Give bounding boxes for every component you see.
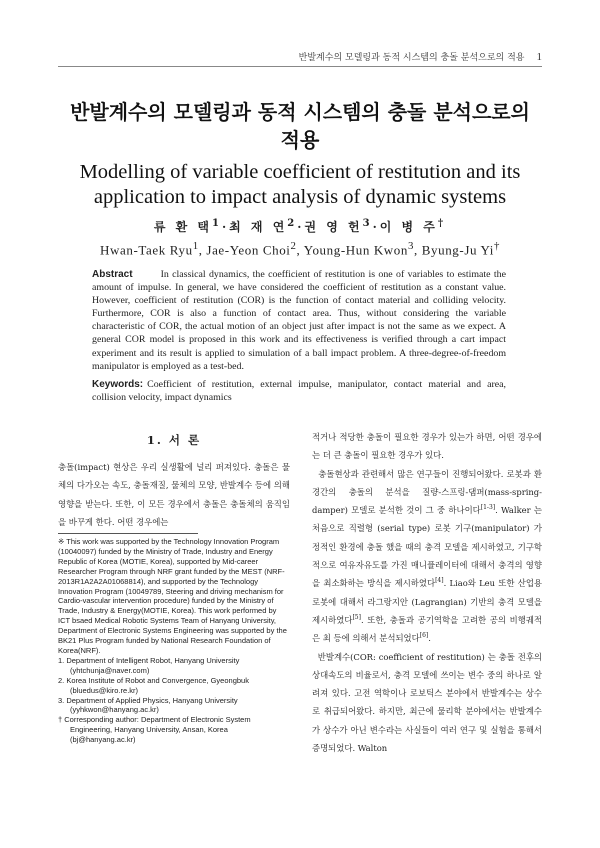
author-ko-3-mark: 3: [362, 218, 373, 229]
author-en-4: Byung-Ju Yi: [421, 242, 494, 258]
keywords-label: Keywords:: [92, 379, 144, 390]
korean-authors: [58, 218, 542, 235]
affiliation-3-email: (yyhkwon@hanyang.ac.kr): [70, 705, 159, 715]
author-ko-1-mark: 1: [212, 218, 222, 229]
affiliation-3: 3. Department of Applied Physics, Hanyang University: [58, 695, 238, 705]
author-en-1: Hwan-Taek Ryu: [100, 242, 193, 258]
footnote-rule: [58, 533, 198, 534]
author-en-4-mark: †: [493, 240, 500, 252]
keywords: [92, 378, 506, 404]
author-en-2: Jae-Yeon Choi: [206, 242, 291, 258]
author-ko-2: 최 재 연: [229, 220, 288, 234]
author-ko-2-mark: 2: [287, 218, 298, 229]
running-head: [299, 50, 542, 63]
abstract: [92, 268, 506, 373]
author-ko-3: 권 영 헌: [304, 220, 363, 234]
right-paragraph-2: [312, 465, 542, 648]
citation: [4]: [435, 577, 444, 585]
affiliation-1-email: (yhtchunja@naver.com): [70, 665, 150, 675]
page-number: 1: [536, 51, 542, 63]
citation: [1-3]: [480, 504, 496, 512]
english-title-line2: application to impact analysis of dynamic systems: [93, 186, 507, 208]
author-ko-4: 이 병 주: [379, 220, 438, 234]
affiliation-1: 1. Department of Intelligent Robot, Hanyang University: [58, 655, 240, 665]
abstract-text: In classical dynamics, the coefficient of restitution is one of variables to estimate the amount of impulse. In general, we have considered the coefficient of restitution as a constant value. However, coefficient of restitution (COR) is the function of contact material and colliding velocity. Furthermore, COR is also a function of contact area. Thus, without considering the variable characteristic of COR, the actual motion of an object just after impact is not the same as we expect. A general COR model is proposed in this work and its effectiveness is verified through a cart impact experiment and its result is applied to simulation of a ball impact problem. A three-degree-of-freedom manipulator is employed as a test-bed.: [92, 269, 506, 372]
affiliation-2-email: (bluedus@kiro.re.kr): [70, 685, 139, 695]
english-authors: Hwan-Taek Ryu$^1$, Jae-Yeon Choi$^2$, Young-Hun Kwon$^3$, Byung-Ju Yi†: [100, 240, 500, 258]
author-en-1-mark: 1: [192, 240, 199, 252]
keywords-text: Coefficient of restitution, external impulse, manipulator, contact material and area, collision velocity, impact dynamics: [92, 379, 506, 404]
author-separator: ·: [297, 220, 305, 234]
corresponding-author: † Corresponding author: Department of Electronic System: [58, 715, 251, 725]
author-separator: ·: [372, 220, 380, 234]
p2-text-c: . Liao와 Leu 또한 산업용 로봇에 대해서 라그랑지안 (Lagrangian) 기반의 충격 모델을 제시하였다: [312, 578, 543, 625]
p2-text-a: 충돌현상과 관련해서 많은 연구들이 진행되어왔다. 로봇과 환경간의 충돌의 분석을 질량-스프링-댐퍼(mass-spring-damper) 모델로 분석한 것이 그 중 하나이다: [312, 468, 543, 516]
korean-title: [58, 98, 542, 154]
english-title: [58, 160, 542, 210]
p2-text-e: .: [428, 633, 431, 644]
left-column-text: [58, 458, 290, 531]
funding-note: ※ This work was supported by the Technology Innovation Program (10040097) funded by the Ministry of Trade, Industry and Energy Republic of Korea (MOTIE, Korea), supported by Mid-career Researcher Program through NRF grant funded by the MEST (NRF-2013R1A2A2A01068814), and supported by the Technology Innovation Program (10049789, Steering and driving mechanism for Cardio-vascular intervention procedure) funded by the Ministry of Trade, Industry & Energy(MOTIE, Korea). This work performed by ICT bsaed Medical Robotic Systems Team of Hanyang University, Department of Electronic Systems Engineering was supported by the BK21 Plus Program funded by National Research Foundation of Korea(NRF).: [58, 537, 287, 655]
author-ko-4-mark: †: [437, 218, 447, 229]
author-ko-1: 류 환 택: [153, 220, 212, 234]
affiliation-2: 2. Korea Institute of Robot and Convergence, Gyeongbuk: [58, 675, 249, 685]
footnotes: [58, 537, 290, 745]
p2-text-b: . Walker 는 처음으로 직렬형 (serial type) 로봇 기구(manipulator) 가 정적인 환경에 충돌 했을 때의 충격 모델을 제시하였고, 기구학적으로 여유자유도를 가진 매니퓰레이터에 대해서 충격의 영향을 최소화하는 방식을 제시하였다: [312, 505, 542, 589]
p3-text: 반발계수(COR: coefficient of restitution) 는 충돌 전후의 상대속도의 비율로서, 충격 모델에 쓰이는 변수 중의 하나로 알려져 있다. 고전 역학이나 로보틱스 분야에서 반발계수는 상수로 취급되어왔다. 하지만, 최근에 물리학 분야에서는 반발계수가 상수가 아닌 변수라는 사실들이 여러 연구 및 실험을 통해서 증명되었다. Walton: [312, 651, 543, 754]
abstract-label: Abstract: [92, 269, 133, 280]
right-paragraph-3: [312, 648, 542, 758]
author-en-2-mark: 2: [290, 240, 297, 252]
citation: [5]: [352, 614, 361, 622]
running-title: 반발계수의 모델링과 동적 시스템의 충돌 분석으로의 적용: [298, 53, 525, 63]
right-column-text: [312, 428, 542, 757]
english-title-line1: Modelling of variable coefficient of restitution and its: [79, 161, 521, 183]
header-rule: [58, 66, 542, 67]
corresponding-author-address: Engineering, Hanyang University, Ansan, Korea: [70, 725, 228, 735]
p2-text-d: . 또한, 충돌과 공기역학을 고려한 공의 비행궤적은 최 등에 의해서 분석되었다: [312, 614, 542, 644]
korean-title-line2: 적용: [280, 128, 320, 152]
korean-title-line1: 반발계수의 모델링과 동적 시스템의 충돌 분석으로의: [70, 100, 530, 124]
author-en-3-mark: 3: [408, 240, 415, 252]
intro-paragraph: 충돌(impact) 현상은 우리 실생활에 널리 퍼져있다. 충돌은 물체의 다가오는 속도, 충돌재질, 물체의 모양, 반발계수 등에 의해 영향을 받는다. 또한, 이 모든 경우에서 충돌은 충돌체의 움직임을 바꾸게 한다. 어떤 경우에는: [58, 462, 290, 527]
author-en-3: Young-Hun Kwon: [303, 242, 408, 258]
citation: [6]: [419, 632, 429, 640]
corresponding-author-email: (bj@hanyang.ac.kr): [70, 735, 136, 745]
section-heading: 1. 서 론: [146, 433, 202, 447]
right-paragraph-1: 적거나 적당한 충돌이 필요한 경우가 있는가 하면, 어떤 경우에는 더 큰 충돌이 필요한 경우가 있다.: [312, 432, 542, 461]
author-separator: ·: [221, 220, 230, 234]
